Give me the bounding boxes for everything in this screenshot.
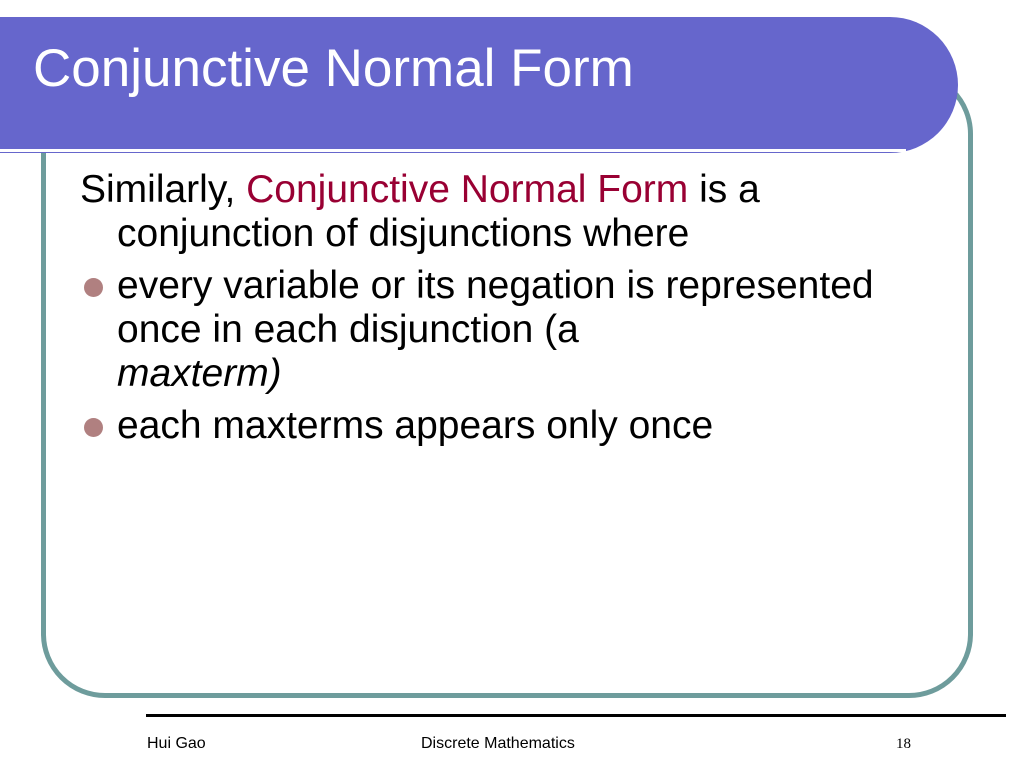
footer-page-number: 18 bbox=[896, 736, 911, 752]
footer-course: Discrete Mathematics bbox=[421, 735, 575, 752]
footer-author: Hui Gao bbox=[147, 735, 206, 752]
intro-prefix: Similarly, bbox=[80, 168, 247, 211]
intro-line bbox=[80, 168, 940, 212]
intro-highlight: Conjunctive Normal Form bbox=[246, 168, 689, 211]
footer-rule bbox=[146, 714, 1006, 717]
intro-continuation: conjunction of disjunctions where bbox=[117, 212, 690, 256]
bullet-text: every variable or its negation is represented once in each disjunction (a bbox=[117, 264, 874, 352]
bullet-item bbox=[80, 404, 940, 448]
bullet-item bbox=[80, 264, 940, 396]
bullet-dot-icon bbox=[84, 278, 103, 297]
bullet-italic-text: maxterm) bbox=[117, 352, 282, 396]
title-underline bbox=[0, 149, 906, 152]
slide-body bbox=[80, 168, 940, 456]
bullet-dot-icon bbox=[84, 418, 103, 437]
slide-title: Conjunctive Normal Form bbox=[33, 39, 634, 98]
bullet-text: each maxterms appears only once bbox=[117, 404, 714, 448]
intro-suffix: is a bbox=[688, 168, 760, 211]
